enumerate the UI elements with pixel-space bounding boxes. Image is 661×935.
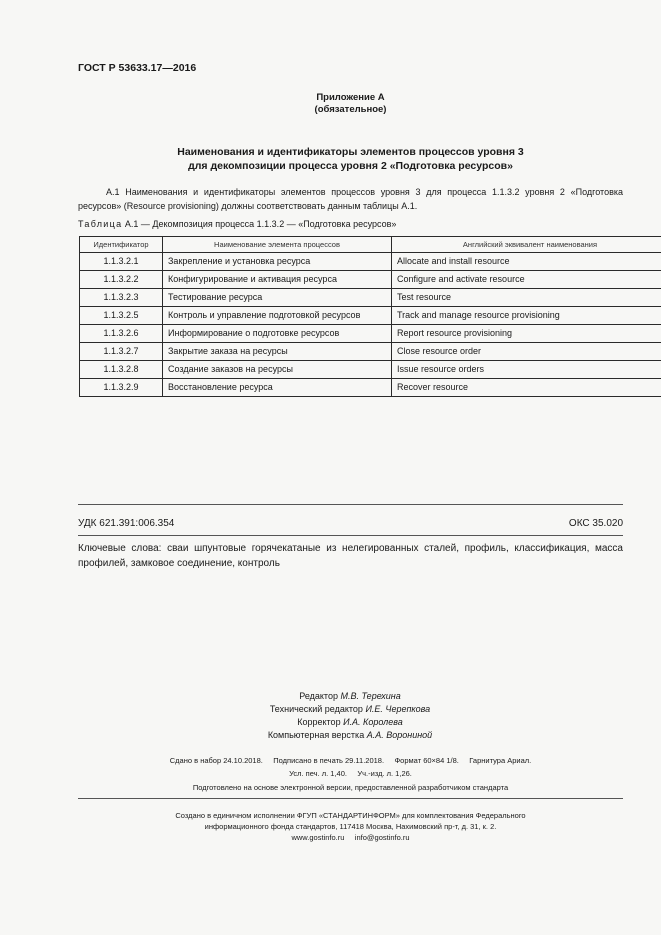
divider-footer bbox=[78, 798, 623, 799]
cell-id: 1.1.3.2.8 bbox=[80, 361, 163, 379]
table-row bbox=[80, 289, 661, 307]
table-row bbox=[80, 361, 661, 379]
footer-line-2: информационного фонда стандартов, 117418 Москва, Нахимовский пр-т, д. 31, к. 2. bbox=[204, 822, 497, 831]
keywords: Ключевые слова: сваи шпунтовые горячекатаные из нелегированных сталей, профиль, классификация, масса профилей, замковое соединение, контроль bbox=[78, 543, 623, 569]
table-caption bbox=[78, 219, 396, 229]
column-header-english: Английский эквивалент наименования bbox=[392, 237, 661, 253]
table-header-row bbox=[80, 237, 661, 253]
credit-role: Корректор bbox=[297, 717, 341, 727]
imprint-line-1: Сдано в набор 24.10.2018. Подписано в печать 29.11.2018. Формат 60×84 1/8. Гарнитура Ариал. bbox=[169, 756, 532, 765]
cell-id: 1.1.3.2.5 bbox=[80, 307, 163, 325]
cell-id: 1.1.3.2.1 bbox=[80, 253, 163, 271]
annex-status: (обязательное) bbox=[314, 104, 387, 115]
footer-publisher bbox=[78, 810, 623, 843]
standard-code: ГОСТ Р 53633.17—2016 bbox=[78, 62, 197, 74]
cell-english: Test resource bbox=[392, 289, 661, 307]
annex-title: Приложение А bbox=[316, 92, 385, 103]
credit-role: Компьютерная верстка bbox=[267, 730, 365, 740]
section-title-line1: Наименования и идентификаторы элементов процессов уровня 3 bbox=[177, 146, 524, 158]
table-row bbox=[80, 343, 661, 361]
annex-heading bbox=[78, 92, 623, 116]
udk-code: УДК 621.391:006.354 bbox=[78, 518, 175, 529]
section-title-line2: для декомпозиции процесса уровня 2 «Подготовка ресурсов» bbox=[188, 160, 513, 172]
table-row bbox=[80, 307, 661, 325]
credit-corrector bbox=[200, 716, 500, 729]
credits-block bbox=[200, 690, 500, 742]
credit-layout bbox=[200, 729, 500, 742]
cell-name: Закрытие заказа на ресурсы bbox=[163, 343, 392, 361]
cell-id: 1.1.3.2.9 bbox=[80, 379, 163, 397]
footer-line-1: Создано в единичном исполнении ФГУП «СТАНДАРТИНФОРМ» для комплектования Федерального bbox=[175, 811, 526, 820]
credit-role: Редактор bbox=[299, 691, 338, 701]
cell-id: 1.1.3.2.2 bbox=[80, 271, 163, 289]
credit-editor bbox=[200, 690, 500, 703]
divider-classification bbox=[78, 535, 623, 536]
column-header-name: Наименование элемента процессов bbox=[163, 237, 392, 253]
oks-code: ОКС 35.020 bbox=[568, 518, 623, 529]
cell-id: 1.1.3.2.6 bbox=[80, 325, 163, 343]
cell-english: Track and manage resource provisioning bbox=[392, 307, 661, 325]
cell-name: Восстановление ресурса bbox=[163, 379, 392, 397]
table-row bbox=[80, 253, 661, 271]
credit-name: М.В. Терехина bbox=[340, 691, 401, 701]
cell-name: Тестирование ресурса bbox=[163, 289, 392, 307]
cell-name: Контроль и управление подготовкой ресурсов bbox=[163, 307, 392, 325]
cell-english: Issue resource orders bbox=[392, 361, 661, 379]
credit-name: И.Е. Черепкова bbox=[365, 704, 431, 714]
table-caption-label: Таблица bbox=[78, 219, 123, 229]
credit-name: И.А. Королева bbox=[343, 717, 403, 727]
cell-english: Report resource provisioning bbox=[392, 325, 661, 343]
cell-name: Информирование о подготовке ресурсов bbox=[163, 325, 392, 343]
cell-english: Close resource order bbox=[392, 343, 661, 361]
credit-role: Технический редактор bbox=[269, 704, 363, 714]
credit-tech-editor bbox=[200, 703, 500, 716]
cell-name: Закрепление и установка ресурса bbox=[163, 253, 392, 271]
table-row bbox=[80, 271, 661, 289]
footer-contacts: www.gostinfo.ru info@gostinfo.ru bbox=[291, 833, 410, 842]
section-title bbox=[78, 145, 623, 173]
intro-paragraph: А.1 Наименования и идентификаторы элементов процессов уровня 3 для процесса 1.1.3.2 уровня 2 «Подготовка ресурсов» (Resource provisioning) должны соответствовать данным таблицы А.1. bbox=[78, 187, 623, 211]
cell-id: 1.1.3.2.7 bbox=[80, 343, 163, 361]
decomposition-table bbox=[79, 236, 661, 397]
table-row bbox=[80, 325, 661, 343]
cell-english: Recover resource bbox=[392, 379, 661, 397]
table-row bbox=[80, 379, 661, 397]
divider-top bbox=[78, 504, 623, 505]
cell-english: Allocate and install resource bbox=[392, 253, 661, 271]
cell-id: 1.1.3.2.3 bbox=[80, 289, 163, 307]
imprint-line-3: Подготовлено на основе электронной версии, предоставленной разработчиком стандарта bbox=[192, 783, 509, 792]
credit-name: А.А. Ворониной bbox=[366, 730, 433, 740]
cell-english: Configure and activate resource bbox=[392, 271, 661, 289]
column-header-id: Идентификатор bbox=[80, 237, 163, 253]
cell-name: Конфигурирование и активация ресурса bbox=[163, 271, 392, 289]
cell-name: Создание заказов на ресурсы bbox=[163, 361, 392, 379]
table-caption-text: А.1 — Декомпозиция процесса 1.1.3.2 — «Подготовка ресурсов» bbox=[122, 219, 397, 229]
imprint-line-2: Усл. печ. л. 1,40. Уч.-изд. л. 1,26. bbox=[289, 769, 412, 778]
